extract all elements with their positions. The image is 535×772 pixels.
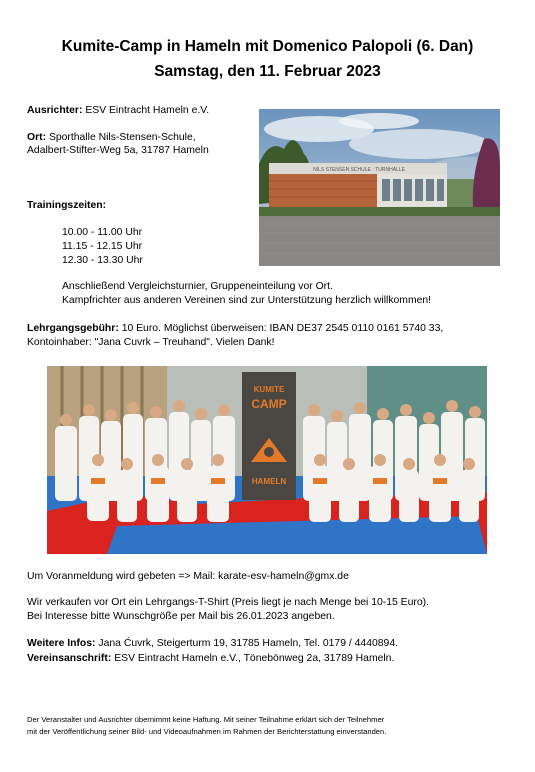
group-photo-image: [47, 366, 487, 554]
camp-banner: [242, 372, 296, 500]
shirt-line2: Bei Interesse bitte Wunschgröße per Mail bis 26.01.2023 angeben.: [27, 611, 335, 622]
training-time-2: 11.15 - 12.15 Uhr: [62, 241, 143, 252]
training-note-1: Anschließend Vergleichsturnier, Gruppeneinteilung vor Ort.: [62, 281, 333, 292]
info-line: [27, 637, 398, 650]
school-building-image: [259, 109, 500, 266]
fee-label: Lehrgangsgebühr:: [27, 323, 119, 334]
location-label: Ort:: [27, 132, 47, 143]
training-time-1: 10.00 - 11.00 Uhr: [62, 227, 143, 238]
training-label: Trainingszeiten:: [27, 200, 107, 211]
banner-word-kumite: KUMITE: [253, 385, 285, 394]
banner-word-hameln: HAMELN: [251, 477, 287, 486]
training-time-3: 12.30 - 13.30 Uhr: [62, 255, 143, 266]
shirt-line1: Wir verkaufen vor Ort ein Lehrgangs-T-Shirt (Preis liegt je nach Menge bei 10-15 Euro).: [27, 597, 429, 608]
disclaimer-line1: Der Veranstalter und Ausrichter übernimmt keine Haftung. Mit seiner Teilnahme erklärt sich der Teilnehmer: [27, 715, 385, 724]
fee-line2: Kontoinhaber: "Jana Cuvrk – Treuhand". Vielen Dank!: [27, 337, 275, 348]
banner-word-camp: CAMP: [251, 397, 287, 411]
training-note-2: Kampfrichter aus anderen Vereinen sind zur Unterstützung herzlich willkommen!: [62, 295, 432, 306]
disclaimer-line2: mit der Veröffentlichung seiner Bild- und Videoaufnahmen im Rahmen der Berichterstattung einverstanden.: [27, 727, 387, 736]
club-address-line: [27, 652, 394, 665]
page-title: Kumite-Camp in Hameln mit Domenico Palopoli (6. Dan): [61, 38, 474, 55]
fee-value: 10 Euro. Möglichst überweisen: IBAN DE37 2545 0110 0161 5740 33,: [121, 323, 444, 334]
group-photo: [47, 366, 487, 554]
location-value: Sporthalle Nils-Stensen-Schule,: [48, 132, 196, 143]
organizer-line: [27, 104, 209, 117]
club-address-label: Vereinsanschrift:: [27, 653, 112, 664]
event-date: Samstag, den 11. Februar 2023: [154, 63, 381, 80]
info-label: Weitere Infos:: [27, 638, 96, 649]
registration-text: Um Voranmeldung wird gebeten => Mail: karate-esv-hameln@gmx.de: [27, 571, 349, 582]
location-line2: Adalbert-Stifter-Weg 5a, 31787 Hameln: [27, 145, 209, 156]
location-line1: [27, 131, 196, 144]
organizer-value: ESV Eintracht Hameln e.V.: [85, 105, 210, 116]
building-sign-text: NILS STENSEN SCHULE · TURNHALLE: [313, 167, 405, 173]
organizer-label: Ausrichter:: [27, 105, 83, 116]
info-value: Jana Ćuvrk, Steigerturm 19, 31785 Hameln, Tel. 0179 / 4440894.: [98, 638, 398, 649]
club-address-value: ESV Eintracht Hameln e.V., Tönebönweg 2a, 31789 Hameln.: [114, 653, 395, 664]
school-building-photo: [259, 109, 500, 266]
fee-line1: [27, 322, 443, 335]
training-heading: [27, 199, 106, 212]
